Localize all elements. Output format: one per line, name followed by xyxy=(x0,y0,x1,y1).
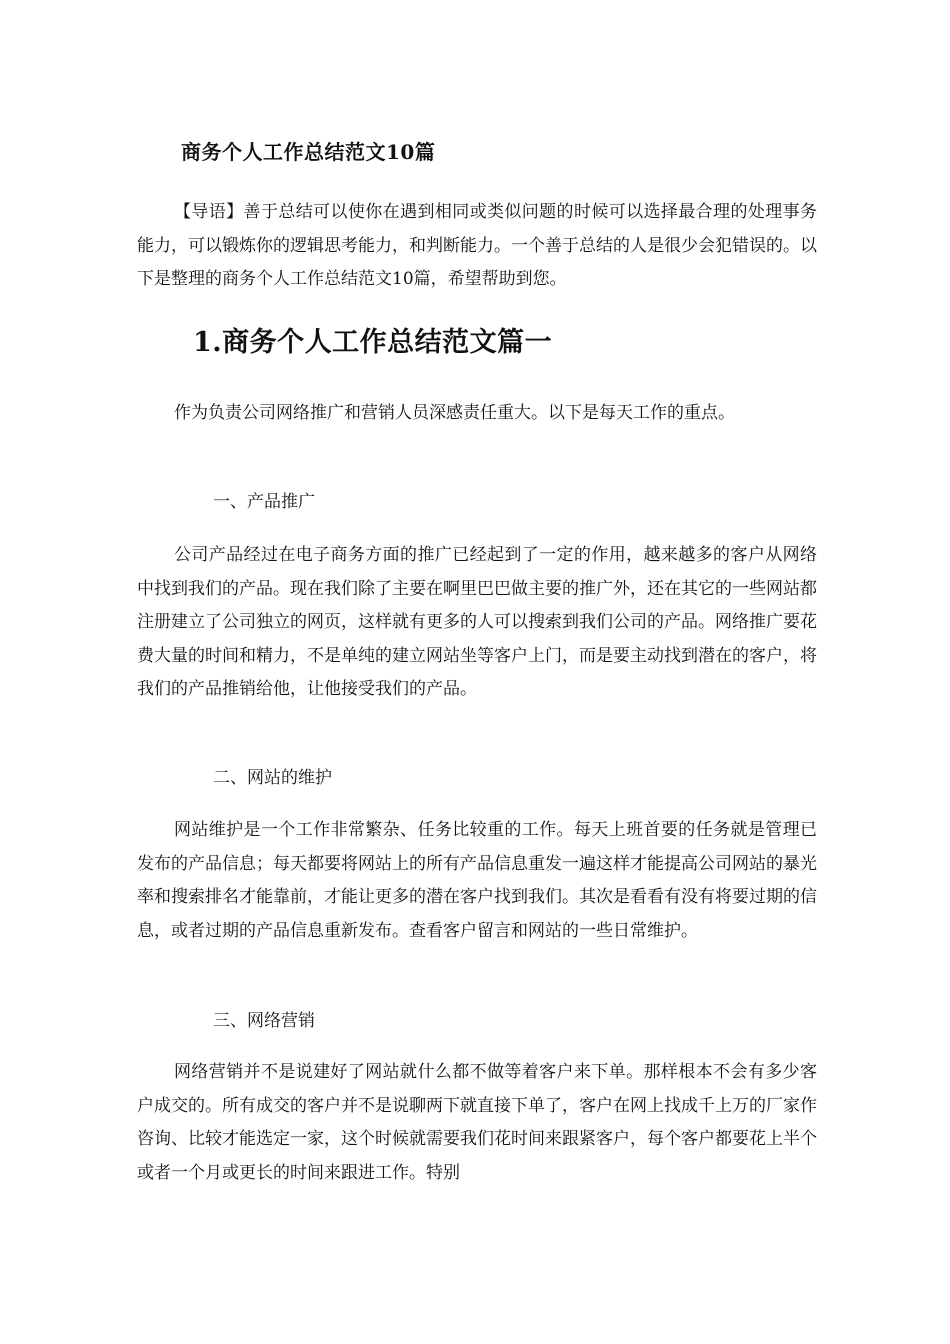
subsection-body-product-promotion: 公司产品经过在电子商务方面的推广已经起到了一定的作用，越来越多的客户从网络中找到我们的产品。现在我们除了主要在啊里巴巴做主要的推广外，还在其它的一些网站都注册建立了公司独立的网页，这样就有更多的人可以搜索到我们公司的产品。网络推广要花费大量的时间和精力，不是单纯的建立网站坐等客户上门，而是要主动找到潜在的客户，将我们的产品推销给他，让他接受我们的产品。 xyxy=(137,545,817,699)
opening-paragraph: 作为负责公司网络推广和营销人员深感责任重大。以下是每天工作的重点。 xyxy=(174,403,735,423)
section-heading: 1.商务个人工作总结范文篇一 xyxy=(193,327,553,358)
subsection-heading-product-promotion: 一、产品推广 xyxy=(213,492,315,512)
intro-paragraph: 【导语】善于总结可以使你在遇到相同或类似问题的时候可以选择最合理的处理事务能力，可以锻炼你的逻辑思考能力，和判断能力。一个善于总结的人是很少会犯错误的。以下是整理的商务个人工作总结范文10篇，希望帮助到您。 xyxy=(137,202,817,289)
subsection-heading-website-maintenance: 二、网站的维护 xyxy=(213,768,332,788)
subsection-body-website-maintenance: 网站维护是一个工作非常繁杂、任务比较重的工作。每天上班首要的任务就是管理已发布的产品信息；每天都要将网站上的所有产品信息重发一遍这样才能提高公司网站的暴光率和搜索排名才能靠前，才能让更多的潜在客户找到我们。其次是看看有没有将要过期的信息，或者过期的产品信息重新发布。查看客户留言和网站的一些日常维护。 xyxy=(137,820,817,941)
subsection-body-online-marketing: 网络营销并不是说建好了网站就什么都不做等着客户来下单。那样根本不会有多少客户成交的。所有成交的客户并不是说聊两下就直接下单了，客户在网上找成千上万的厂家作咨询、比较才能选定一家，这个时候就需要我们花时间来跟紧客户，每个客户都要花上半个或者一个月或更长的时间来跟进工作。特别 xyxy=(137,1062,817,1183)
subsection-heading-online-marketing: 三、网络营销 xyxy=(213,1011,315,1031)
document-title: 商务个人工作总结范文10篇 xyxy=(181,140,436,164)
